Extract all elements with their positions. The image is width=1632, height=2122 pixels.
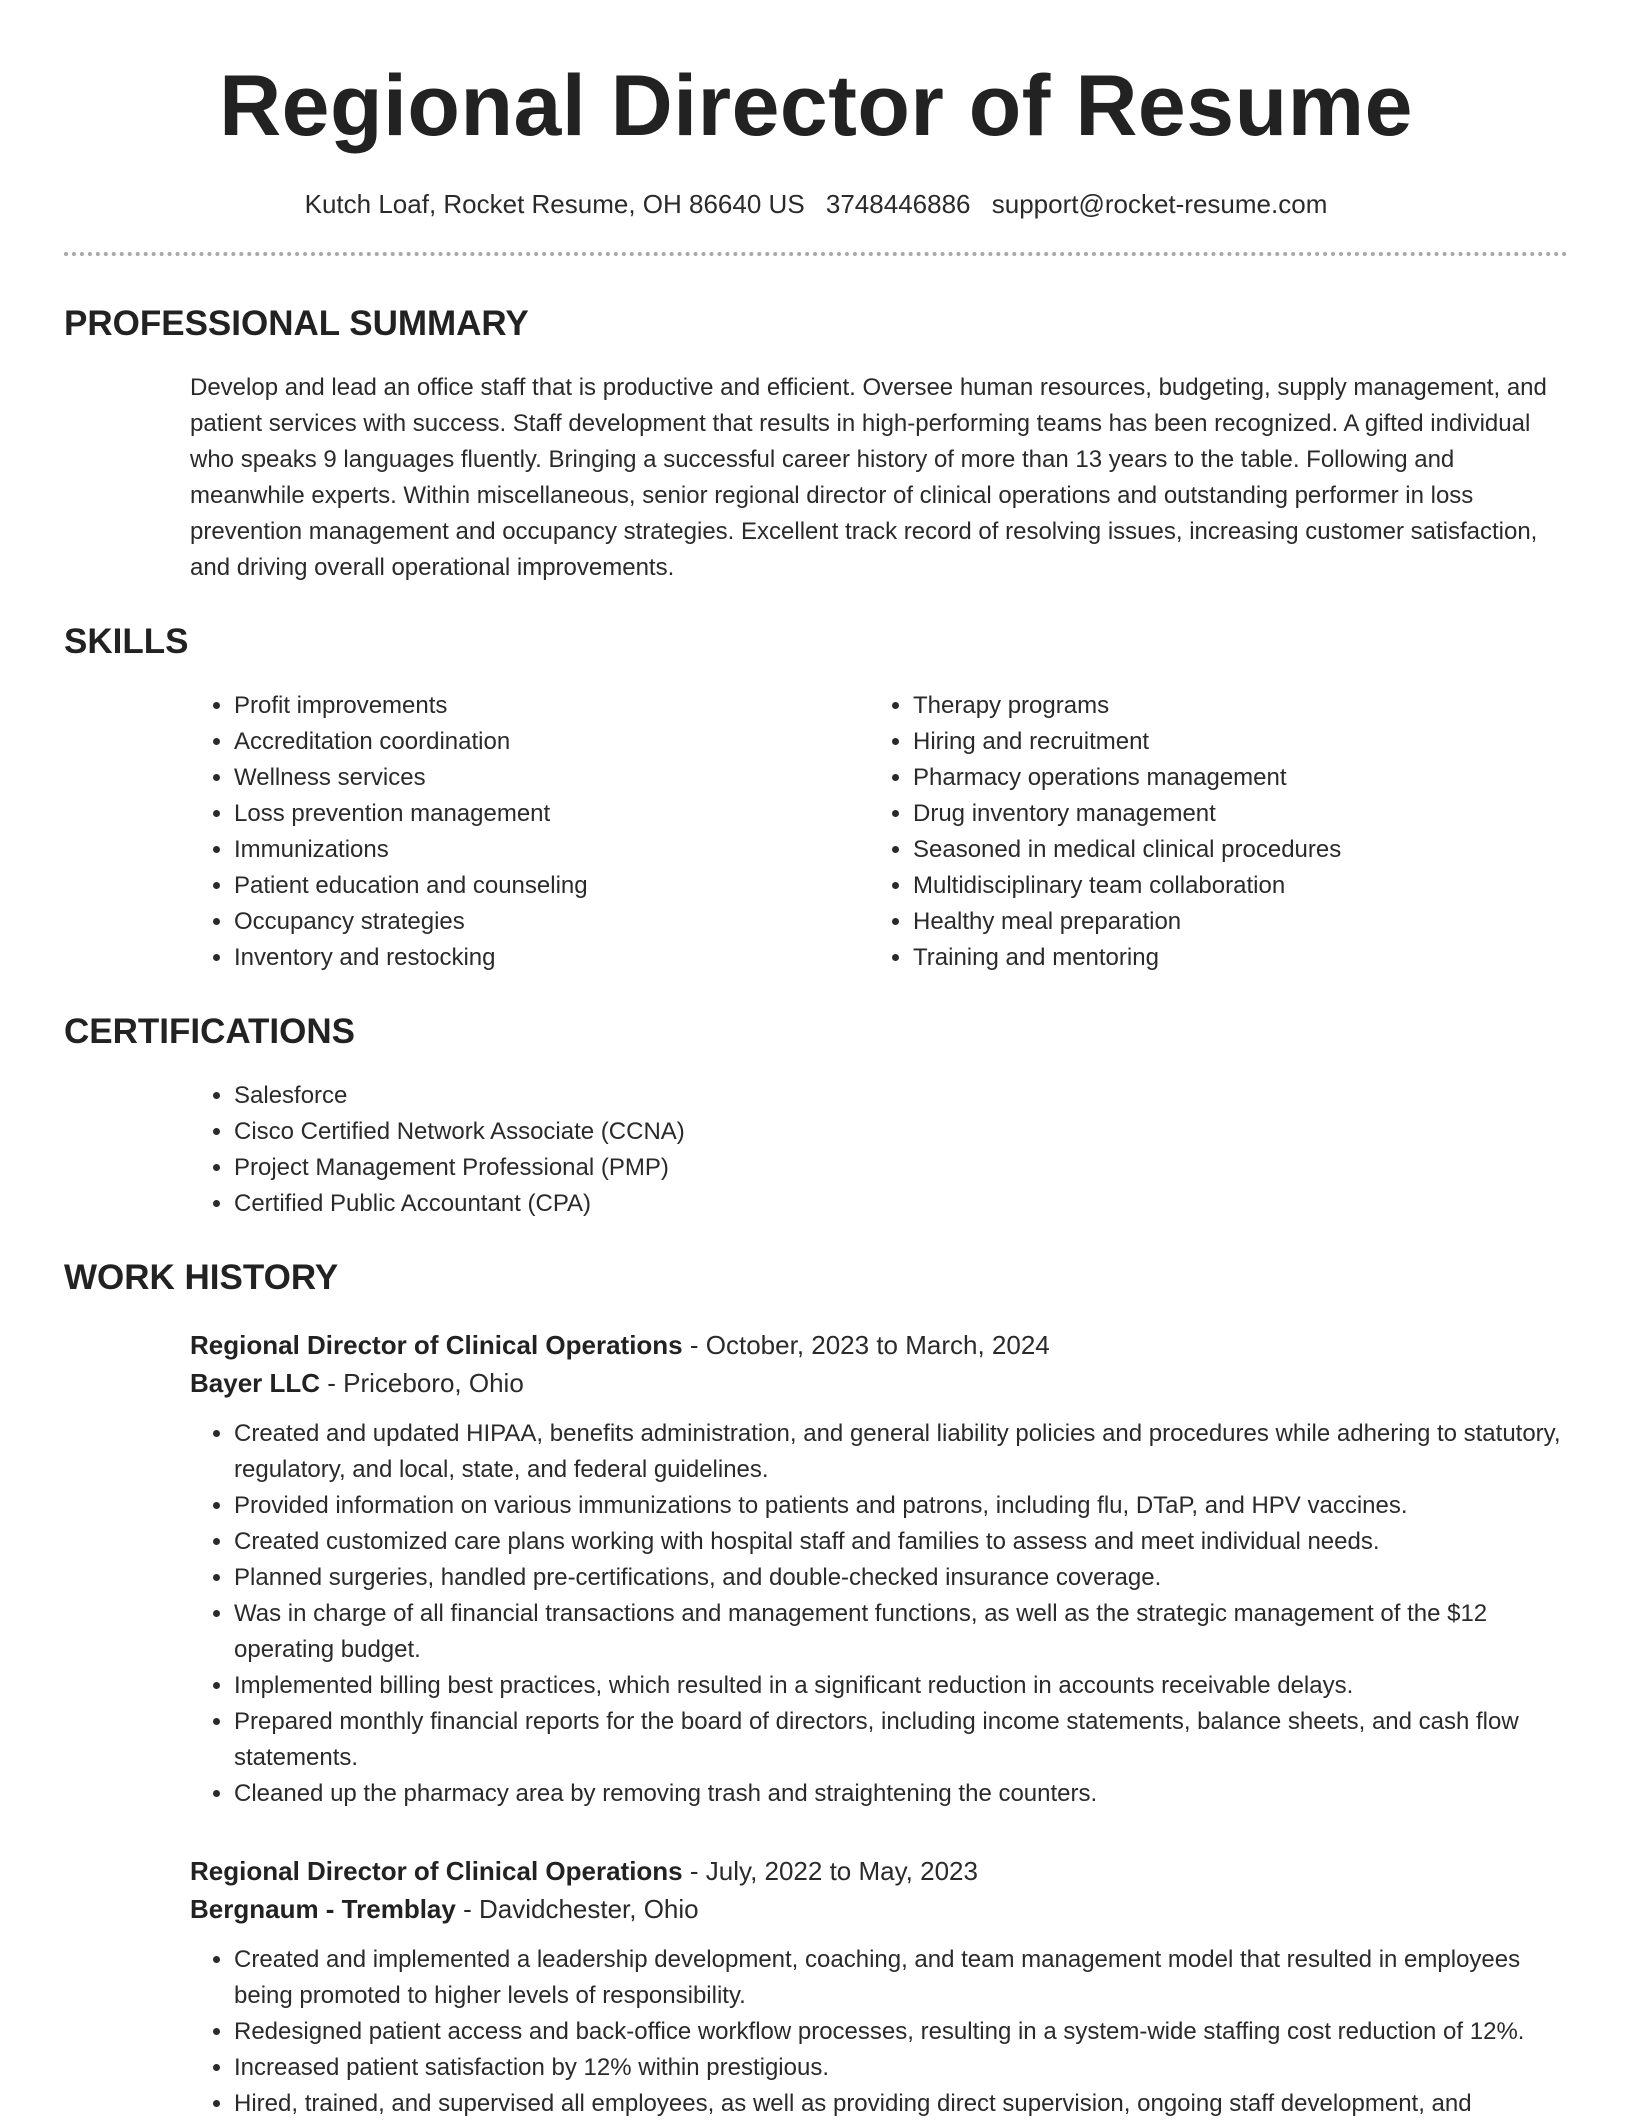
skills-heading: SKILLS bbox=[64, 622, 189, 661]
skill-item: • Drug inventory management bbox=[913, 796, 1548, 832]
work-history-heading: WORK HISTORY bbox=[64, 1258, 339, 1297]
job-bullet: • Created and updated HIPAA, benefits administration, and general liability policies and procedures while adhering to statutory, regulatory, and local, state, and federal guidelines. bbox=[234, 1416, 1568, 1488]
job-entry bbox=[190, 1852, 1568, 2122]
skill-item: • Inventory and restocking bbox=[234, 940, 869, 976]
skill-item: • Accreditation coordination bbox=[234, 724, 869, 760]
summary-text: Develop and lead an office staff that is productive and efficient. Oversee human resources, budgeting, supply management, and patient services with success. Staff development that results in high-performing teams has been recognized. A gifted individual who speaks 9 languages fluently. Bringing a successful career history of more than 13 years to the table. Following and meanwhile experts. Within miscellaneous, senior regional director of clinical operations and outstanding performer in loss prevention management and occupancy strategies. Excellent track record of resolving issues, increasing customer satisfaction, and driving overall operational improvements. bbox=[190, 374, 1547, 581]
skill-item: • Loss prevention management bbox=[234, 796, 869, 832]
skill-item: • Patient education and counseling bbox=[234, 868, 869, 904]
skill-item: • Multidisciplinary team collaboration bbox=[913, 868, 1548, 904]
contact-phone: 3748446886 bbox=[825, 189, 971, 219]
job-bullet: • Created customized care plans working with hospital staff and families to assess and meet individual needs. bbox=[234, 1524, 1568, 1560]
job-title-line bbox=[190, 1326, 1568, 1364]
job-dates: - July, 2022 to May, 2023 bbox=[682, 1856, 978, 1886]
job-dates: - October, 2023 to March, 2024 bbox=[682, 1330, 1050, 1360]
job-location: - Priceboro, Ohio bbox=[320, 1368, 524, 1398]
job-bullet: • Cleaned up the pharmacy area by removing trash and straightening the counters. bbox=[234, 1776, 1568, 1812]
job-bullet: • Hired, trained, and supervised all employees, as well as providing direct supervision, ongoing staff development, and bbox=[234, 2086, 1568, 2122]
contact-address: Kutch Loaf, Rocket Resume, OH 86640 US bbox=[304, 189, 805, 219]
job-bullet: • Provided information on various immunizations to patients and patrons, including flu, DTaP, and HPV vaccines. bbox=[234, 1488, 1568, 1524]
skills-list bbox=[190, 688, 1568, 976]
job-company: Bayer LLC bbox=[190, 1368, 321, 1398]
certification-item: • Cisco Certified Network Associate (CCNA) bbox=[234, 1114, 1568, 1150]
job-bullet: • Planned surgeries, handled pre-certifications, and double-checked insurance coverage. bbox=[234, 1560, 1568, 1596]
job-bullets bbox=[190, 1416, 1568, 1812]
skill-item: • Training and mentoring bbox=[913, 940, 1548, 976]
certifications-list bbox=[190, 1078, 1568, 1222]
skill-item: • Hiring and recruitment bbox=[913, 724, 1548, 760]
header-divider bbox=[64, 252, 1568, 256]
job-bullet: • Prepared monthly financial reports for the board of directors, including income statements, balance sheets, and cash flow statements. bbox=[234, 1704, 1568, 1776]
job-title: Regional Director of Clinical Operations bbox=[190, 1856, 683, 1886]
job-title-line bbox=[190, 1852, 1568, 1890]
skills-column-right bbox=[869, 688, 1548, 976]
certification-item: • Salesforce bbox=[234, 1078, 1568, 1114]
resume-title: Regional Director of Resume bbox=[219, 58, 1413, 154]
skill-item: • Immunizations bbox=[234, 832, 869, 868]
job-entry bbox=[190, 1326, 1568, 1812]
job-bullet: • Redesigned patient access and back-office workflow processes, resulting in a system-wide staffing cost reduction of 12%. bbox=[234, 2014, 1568, 2050]
certifications-heading: CERTIFICATIONS bbox=[64, 1012, 356, 1051]
job-bullet: • Created and implemented a leadership development, coaching, and team management model that resulted in employees being promoted to higher levels of responsibility. bbox=[234, 1942, 1568, 2014]
skill-item: • Therapy programs bbox=[913, 688, 1548, 724]
job-bullet: • Implemented billing best practices, which resulted in a significant reduction in accounts receivable delays. bbox=[234, 1668, 1568, 1704]
skill-item: • Pharmacy operations management bbox=[913, 760, 1548, 796]
job-location: - Davidchester, Ohio bbox=[455, 1894, 699, 1924]
summary-heading: PROFESSIONAL SUMMARY bbox=[64, 304, 529, 343]
skill-item: • Profit improvements bbox=[234, 688, 869, 724]
skill-item: • Seasoned in medical clinical procedures bbox=[913, 832, 1548, 868]
certification-item: • Project Management Professional (PMP) bbox=[234, 1150, 1568, 1186]
skill-item: • Wellness services bbox=[234, 760, 869, 796]
job-company: Bergnaum - Tremblay bbox=[190, 1894, 456, 1924]
skills-column-left bbox=[190, 688, 869, 976]
job-bullet: • Increased patient satisfaction by 12% within prestigious. bbox=[234, 2050, 1568, 2086]
job-bullets bbox=[190, 1942, 1568, 2122]
certification-item: • Certified Public Accountant (CPA) bbox=[234, 1186, 1568, 1222]
contact-line bbox=[64, 186, 1568, 222]
job-company-line bbox=[190, 1890, 1568, 1928]
job-bullet: • Was in charge of all financial transactions and management functions, as well as the strategic management of the $12 operating budget. bbox=[234, 1596, 1568, 1668]
contact-email: support@rocket-resume.com bbox=[991, 189, 1328, 219]
job-title: Regional Director of Clinical Operations bbox=[190, 1330, 683, 1360]
job-company-line bbox=[190, 1364, 1568, 1402]
skill-item: • Occupancy strategies bbox=[234, 904, 869, 940]
skill-item: • Healthy meal preparation bbox=[913, 904, 1548, 940]
